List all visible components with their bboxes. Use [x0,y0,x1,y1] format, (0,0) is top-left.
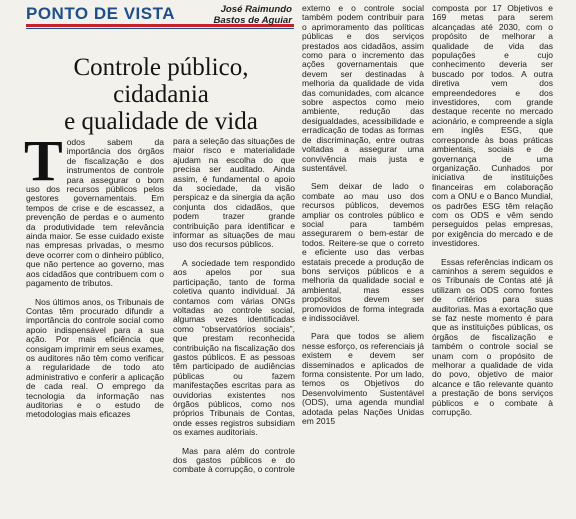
paragraph-7: Sem deixar de lado o combate ao mau uso dos recursos públicos, devemos ampliar os controles público e social para também assegurarem o bem-estar de todos. Reitere-se que o correto e eficiente uso das verbas estatais precede a produção de bons serviços públicos e a melhoria da qualidade social e ambiental, mas esses propósitos devem ser promovidos de forma integrada e indissociável. [302,181,424,323]
paragraph-5: Mas para além do controle dos gastos públicos e do combate à corrupção, o controle [173,445,295,475]
paragraph-1-text: odos sabem da importância dos órgãos de fiscalização e dos instrumentos de controle para assegurar o bom uso dos recursos públicos pelos gestores governamentais. Em tempos de crise e de escassez, a prevenção de perdas e o aumento da produtividade tem relevância ainda maior. Se esse cuidado existe nas empresas privadas, o mesmo deve ocorrer com o dinheiro público, que não pertence ao governo, mas aos cidadãos que contribuem com o pagamento de tributos. [26,137,164,289]
headline-line1: Controle público, cidadania [73,54,249,108]
author-name-line1: José Raimundo [220,4,292,15]
paragraph-10: Essas referências indicam os caminhos a serem seguidos e os Tribunais de Contas até já utilizam os ODS como fontes de critérios para suas auditorias. Mas a exortação que se faz neste momento é para que as instituições públicas, os órgãos de fiscalização e também o controle social se unam com o propósito de melhorar a qualidade de vida do povo, objetivo de maior alcance e tão relevante quanto a prestação de bons serviços públicos e o combate à corrupção. [432,256,553,418]
author-byline [213,4,292,26]
author-name-line2: Bastos de Aguiar [213,15,292,26]
paragraph-9: composta por 17 Objetivos e 169 metas para serem alcançadas até 2030, com o propósito de melhorar a qualidade de vida das populações e cujo conhecimento deveria ser buscado por todos. A outra diretiva vem dos empreendedores e dos investidores, com grande destaque recente no mercado acionário, e compreende a sigla em inglês ESG, que corresponde às boas práticas ambientais, sociais e de governança de uma organização. Cunhados por iniciativa de instituições financeiras em colaboração com a ONU e o Banco Mundial, os padrões ESG têm relação com os ODS e vêm sendo perseguidos pelas empresas, por exigência do mercado e de investidores. [432,3,553,249]
paragraph-1 [24,128,164,289]
article-column-4 [432,4,553,417]
paragraph-6: externo e o controle social também podem contribuir para o aprimoramento das políticas públicas e dos serviços prestados aos cidadãos, assim como para o incremento das ações governamentais que devem ser destinadas à melhoria da qualidade de vida das comunidades, com alcance sobre aspectos como meio ambiente, redução das desigualdades, acessibilidade e erradicação de todas as formas de discriminação, entre outras voltadas a assegurar uma convivência mais justa e sustentável. [302,3,424,173]
dropcap: T [24,128,63,193]
headline-line2: e qualidade de vida [64,108,258,135]
paragraph-4: A sociedade tem respondido aos apelos por sua participação, tanto de forma coletiva quanto individual. Já contamos com várias ONGs voltadas ao controle social, algumas vezes identificadas como “observatórios sociais”, que prestam reconhecida contribuição na fiscalização dos gastos públicos. E as pessoas têm participado de audiências públicas ou fazem manifestações escritas para as ouvidorias existentes nos órgãos públicos, como nos próprios Tribunais de Contas, onde esses registros subsidiam os exames auditoriais. [173,257,295,438]
paragraph-2: Nos últimos anos, os Tribunais de Contas têm procurado difundir a importância do controle social como apoio indispensável para a sua ação. Por mais eficiência que consigam imprimir em seus exames, os auditores não têm como verificar a regularidade de todo ato administrativo e conferir a aplicação de cada real. O emprego da tecnologia da informação nas auditorias e o estudo de metodologias mais eficazes [26,296,164,420]
article-column-2 [173,137,295,475]
section-rule-blue [26,28,294,29]
article-headline [26,54,296,135]
article-column-3 [302,4,424,426]
section-label: PONTO DE VISTA [26,4,176,23]
paragraph-3: para a seleção das situações de maior risco e materialidade ajudam na escolha do que precisa ser auditado. Ainda assim, é fundamental o apoio da sociedade, da visão perspicaz e da sinergia da ação conjunta dos cidadãos, que podem trazer grande contribuição para identificar e informar as situações de mau uso dos recursos públicos. [173,136,295,250]
paragraph-8: Para que todos se aliem nesse esforço, os referenciais já existem e devem ser disseminados e aplicados de forma consistente. Por um lado, temos os Objetivos do Desenvolvimento Sustentável (ODS), uma agenda mundial adotada pelas Nações Unidas em 2015 [302,331,424,427]
article-column-1 [24,128,164,420]
